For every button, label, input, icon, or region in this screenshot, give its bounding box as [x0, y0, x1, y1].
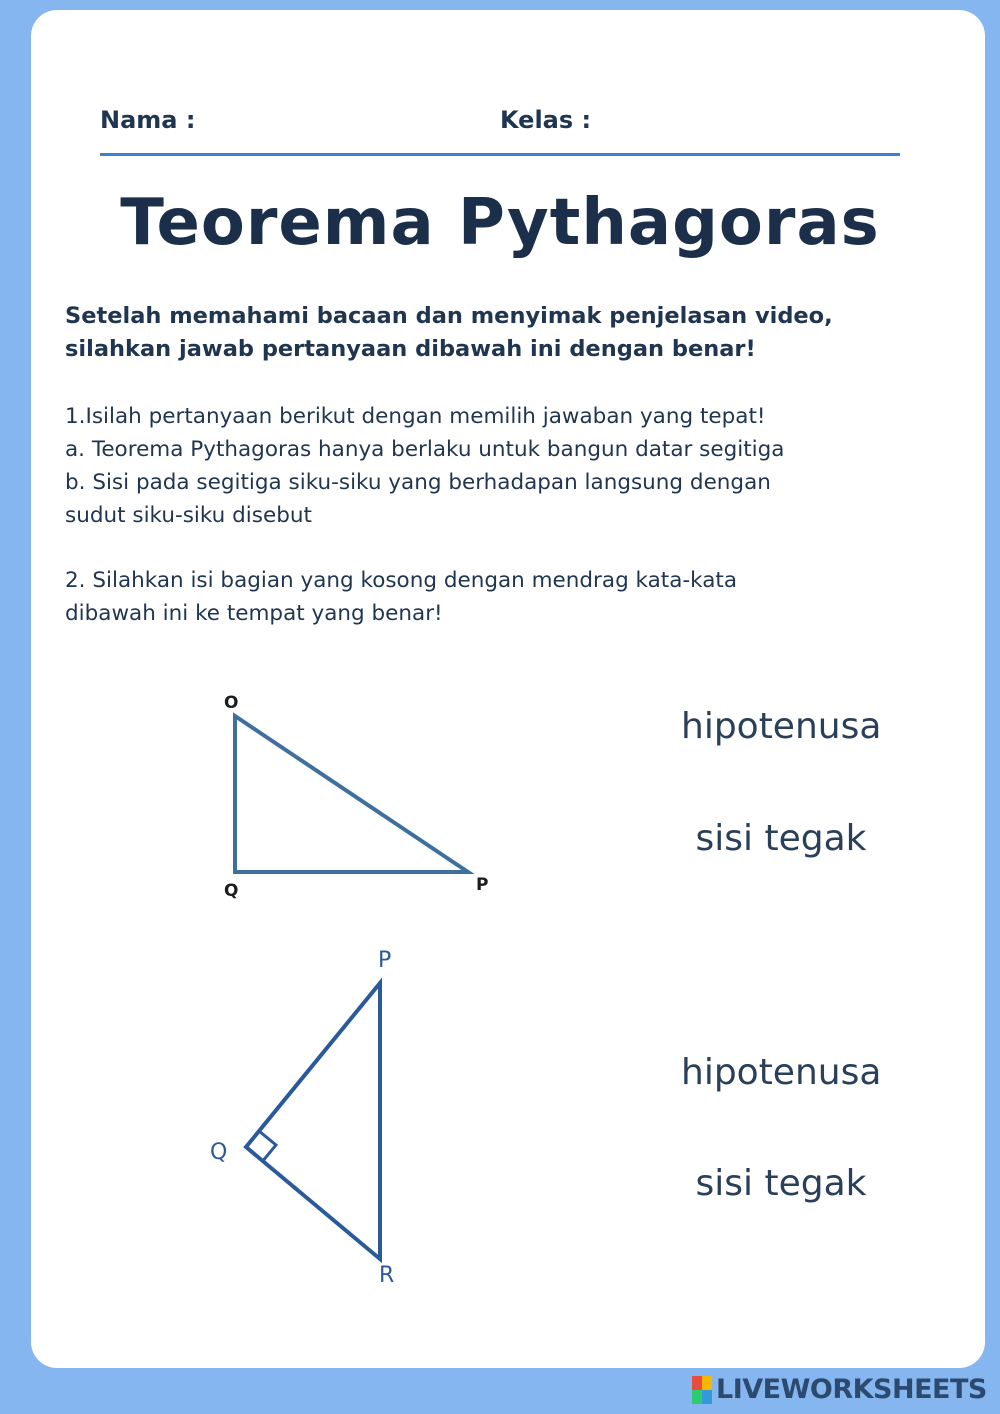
vertex-label-o: O	[224, 693, 239, 713]
liveworksheets-logo	[692, 1374, 987, 1405]
instructions-line-1: Setelah memahami bacaan dan menyimak penjelasan video,	[65, 303, 833, 329]
triangle-pqr	[210, 948, 394, 1288]
vertex-label-q2: Q	[210, 1140, 228, 1165]
liveworksheets-logo-text: LIVEWORKSHEETS	[716, 1374, 987, 1405]
triangle-opq	[224, 693, 488, 901]
page-title: Teorema Pythagoras	[120, 186, 880, 260]
triangle-opq-shape	[235, 716, 468, 872]
drag-word-hipotenusa-2[interactable]: hipotenusa	[681, 1052, 882, 1093]
vertex-label-q: Q	[224, 881, 239, 901]
drag-word-sisi-tegak-1[interactable]: sisi tegak	[695, 818, 867, 859]
drag-word-hipotenusa-1[interactable]: hipotenusa	[681, 706, 882, 747]
triangle-pqr-shape	[246, 983, 380, 1259]
class-label: Kelas :	[500, 106, 592, 134]
question-1-item-b: b. Sisi pada segitiga siku-siku yang berhadapan langsung dengan	[65, 470, 771, 495]
question-1-prompt: 1.Isilah pertanyaan berikut dengan memilih jawaban yang tepat!	[65, 404, 766, 429]
name-label: Nama :	[100, 106, 196, 134]
question-1-item-b-cont: sudut siku-siku disebut	[65, 503, 312, 528]
vertex-label-p: P	[476, 875, 489, 895]
vertex-label-r2: R	[379, 1263, 395, 1288]
drag-word-sisi-tegak-2[interactable]: sisi tegak	[695, 1163, 867, 1204]
question-2-line-2: dibawah ini ke tempat yang benar!	[65, 601, 443, 626]
liveworksheets-logo-icon	[692, 1376, 712, 1404]
question-1-item-a: a. Teorema Pythagoras hanya berlaku untuk bangun datar segitiga	[65, 437, 785, 462]
vertex-label-p2: P	[378, 948, 392, 973]
question-2-line-1: 2. Silahkan isi bagian yang kosong dengan mendrag kata-kata	[65, 568, 738, 593]
right-angle-marker	[259, 1131, 276, 1162]
instructions-line-2: silahkan jawab pertanyaan dibawah ini dengan benar!	[65, 336, 756, 362]
